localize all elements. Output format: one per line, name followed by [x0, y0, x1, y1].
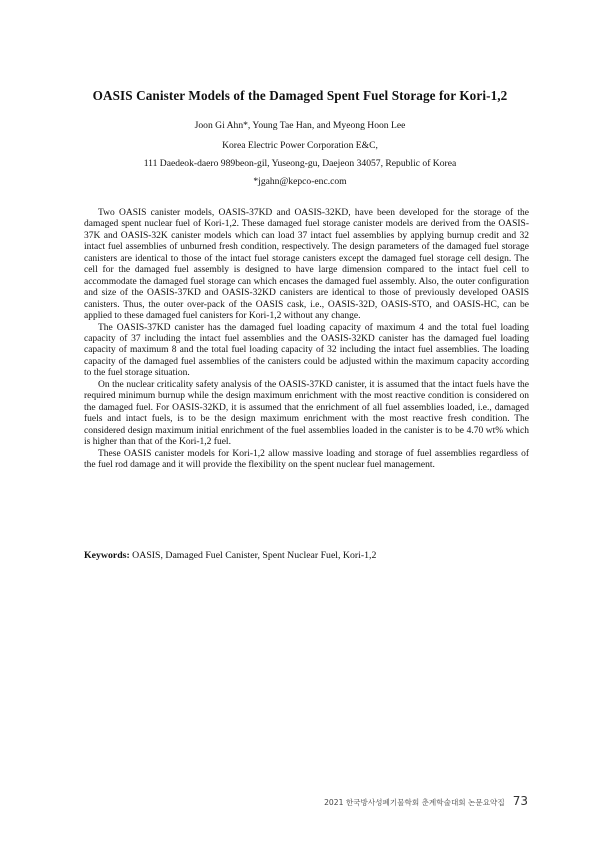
keywords-line	[84, 550, 529, 561]
abstract-body	[84, 208, 529, 471]
abstract-paragraph: Two OASIS canister models, OASIS-37KD and OASIS-32KD, have been developed for the storage of the damaged spent nuclear fuel of Kori-1,2. These damaged fuel storage canister models are derived from the OASIS-37K and OASIS-32K canister models which can load 37 intact fuel assemblies by applying burnup credit and 32 intact fuel assemblies of unburned fresh condition, respectively. The design parameters of the damaged fuel storage canisters are identical to those of the intact fuel storage canisters except the damaged fuel storage cell design. The cell for the damaged fuel assembly is designed to have large dimension compared to the intact fuel cell to accommodate the damaged fuel storage can which encases the damaged fuel assembly. Also, the outer configuration and size of the OASIS-37KD and OASIS-32KD canisters are identical to those of previously developed OASIS canisters. Thus, the outer over-pack of the OASIS cask, i.e., OASIS-32D, OASIS-STO, and OASIS-HC, can be applied to these damaged fuel canisters for Kori-1,2 without any change.	[84, 208, 529, 322]
affiliation: Korea Electric Power Corporation E&C,	[222, 140, 378, 151]
author-list: Joon Gi Ahn*, Young Tae Han, and Myeong Hoon Lee	[194, 120, 406, 131]
abstract-paragraph: These OASIS canister models for Kori-1,2 allow massive loading and storage of fuel assemblies regardless of the fuel rod damage and it will provide the flexibility on the spent nuclear fuel management.	[84, 448, 529, 470]
keywords-label: Keywords:	[84, 550, 130, 561]
proceedings-title: 2021 한국방사성폐기물학회 춘계학술대회 논문요약집	[324, 798, 505, 807]
paper-title: OASIS Canister Models of the Damaged Spent Fuel Storage for Kori-1,2	[92, 88, 508, 103]
abstract-paragraph: On the nuclear criticality safety analysis of the OASIS-37KD canister, it is assumed that the intact fuels have the required minimum burnup while the design maximum enrichment with the most reactive condition is considered on the damaged fuel. For OASIS-32KD, it is assumed that the enrichment of all fuel assemblies loaded, i.e., damaged fuels and intact fuels, is to be the design maximum enrichment with the most reactive fresh condition. The considered design maximum initial enrichment of the fuel assemblies loaded in the canister is to be 4.70 wt% which is higher than that of the Kori-1,2 fuel.	[84, 379, 529, 448]
page-number: 73	[512, 794, 528, 808]
keywords-text: OASIS, Damaged Fuel Canister, Spent Nuclear Fuel, Kori-1,2	[129, 550, 377, 561]
abstract-paragraph: The OASIS-37KD canister has the damaged fuel loading capacity of maximum 4 and the total fuel loading capacity of 37 including the intact fuel assemblies and the OASIS-32KD canister has the damaged fuel loading capacity of maximum 8 and the total fuel loading capacity of 32 including the intact fuel assemblies. The loading capacity of the damaged fuel assemblies of the canisters could be adjusted within the maximum capacity according to the fuel storage situation.	[84, 322, 529, 379]
author-email: *jgahn@kepco-enc.com	[253, 176, 347, 187]
page-footer	[324, 794, 528, 808]
address: 111 Daedeok-daero 989beon-gil, Yuseong-gu, Daejeon 34057, Republic of Korea	[143, 158, 457, 169]
